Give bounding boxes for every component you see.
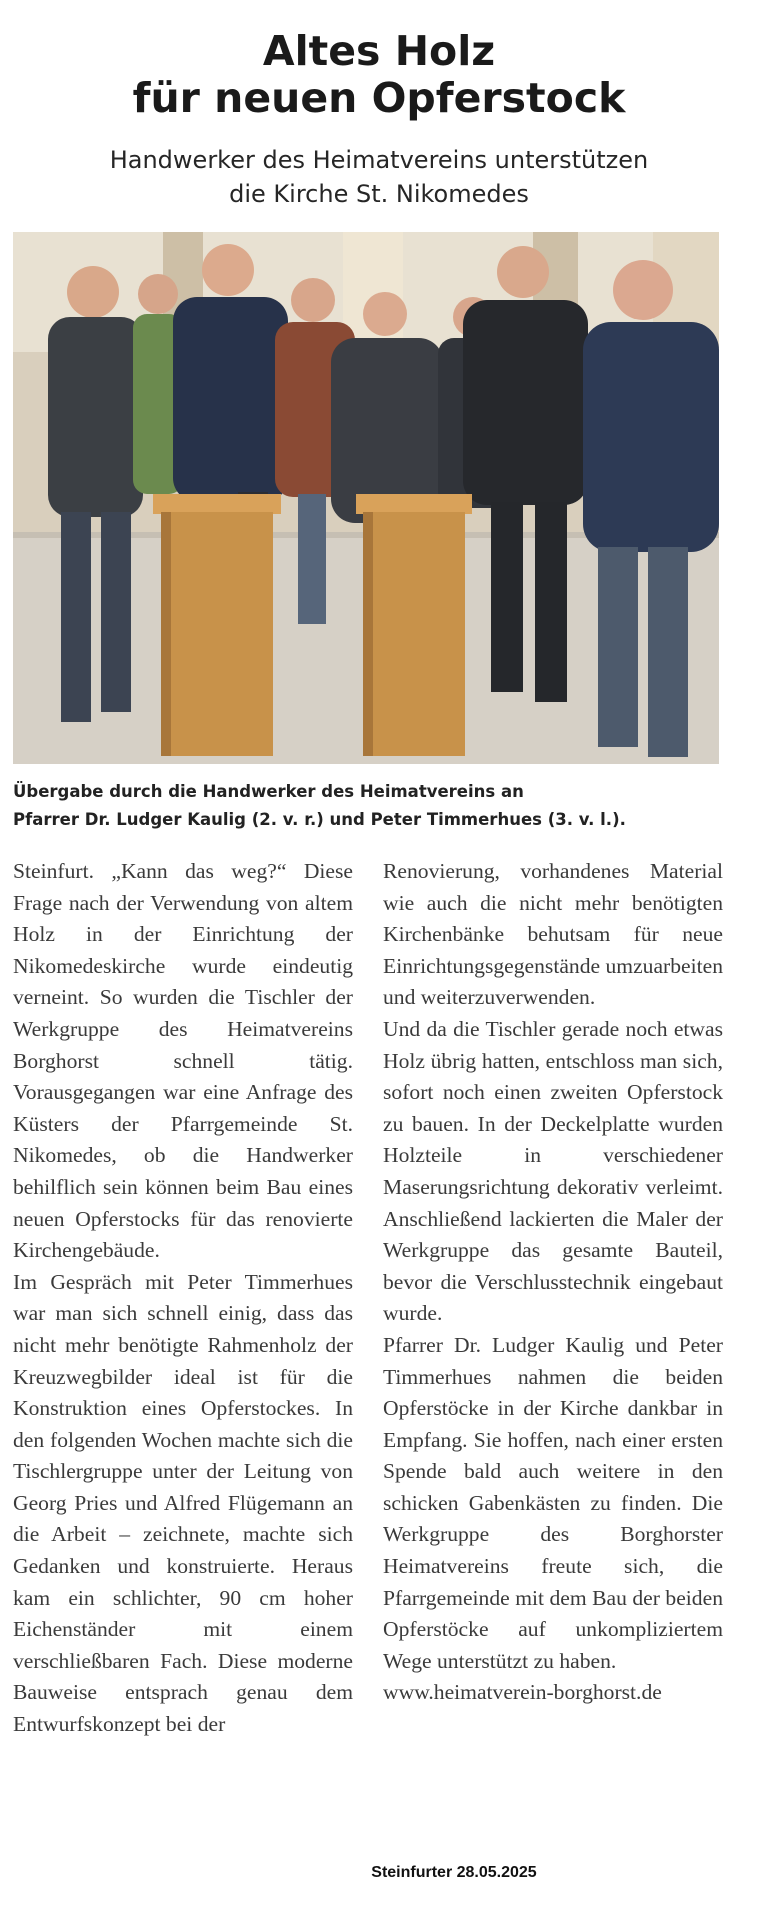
paragraph: Im Gespräch mit Peter Timmerhues war man sich schnell einig, dass das nicht mehr benötigte Rahmenholz der Kreuzwegbilder ideal ist für die Konstruktion eines Opferstockes. In den folgenden Wochen machte sich die Tischlergruppe unter der Leitung von Georg Pries und Alfred Flügemann an die Arbeit – zeichnete, machte sich Gedanken und konstruierte. Heraus kam ein schlichter, 90 cm hoher Eichenständer mit einem verschließbaren Fach. Diese moderne Bauweise entsprach genau dem Entwurfskonzept bei der [13, 1269, 353, 1737]
offering-stand-left [153, 494, 281, 756]
headline-line-2: für neuen Opferstock [132, 74, 626, 122]
caption-line-1: Übergabe durch die Handwerker des Heimatvereins an [13, 782, 524, 801]
article-column-left [13, 856, 353, 1741]
headline-line-1: Altes Holz [262, 27, 496, 75]
caption-line-2: Pfarrer Dr. Ludger Kaulig (2. v. r.) und Peter Timmerhues (3. v. l.). [13, 810, 626, 829]
group-photo-illustration [13, 232, 719, 764]
offering-stand-right [356, 494, 472, 756]
source-footer: Steinfurter 28.05.2025 [371, 1864, 537, 1881]
paragraph: Renovierung, vorhandenes Material wie auch die nicht mehr benötigten Kirchenbänke behutsam für neue Einrichtungsgegenstände umzuarbeiten und weiterzuverwenden. [383, 859, 723, 1010]
paragraph: Pfarrer Dr. Ludger Kaulig und Peter Timmerhues nahmen die beiden Opferstöcke in der Kirche dankbar in Empfang. Sie hoffen, nach einer ersten Spende bald auch weitere in den schicken Gabenkästen zu finden. Die Werkgruppe des Borghorster Heimatvereins freute sich, die Pfarrgemeinde mit dem Bau der beiden Opferstöcke auf unkompliziertem Wege unterstützt zu haben. [383, 1332, 723, 1673]
subheadline-line-2: die Kirche St. Nikomedes [229, 180, 529, 208]
paragraph: Und da die Tischler gerade noch etwas Holz übrig hatten, entschloss man sich, sofort noch einen zweiten Opferstock zu bauen. In der Deckelplatte wurden Holzteile in verschiedener Maserungsrichtung dekorativ verleimt. Anschließend lackierten die Maler der Werkgruppe das gesamte Bauteil, bevor die Verschlusstechnik eingebaut wurde. [383, 1016, 723, 1326]
article-column-right [383, 856, 723, 1709]
headline [0, 28, 758, 122]
paragraph: Steinfurt. „Kann das weg?“ Diese Frage nach der Verwendung von altem Holz in der Einrichtung der Nikomedeskirche wurde eindeutig verneint. So wurden die Tischler der Werkgruppe des Heimatvereins Borghorst schnell tätig. Vorausgegangen war eine Anfrage des Küsters der Pfarrgemeinde St. Nikomedes, ob die Handwerker behilflich sein können beim Bau eines neuen Opferstocks für das renovierte Kirchengebäude. [13, 859, 353, 1263]
photo-caption [13, 778, 733, 834]
website-url: www.heimatverein-borghorst.de [383, 1680, 662, 1705]
group-photo [13, 232, 719, 764]
subheadline [0, 143, 758, 211]
subheadline-line-1: Handwerker des Heimatvereins unterstützen [109, 146, 649, 174]
